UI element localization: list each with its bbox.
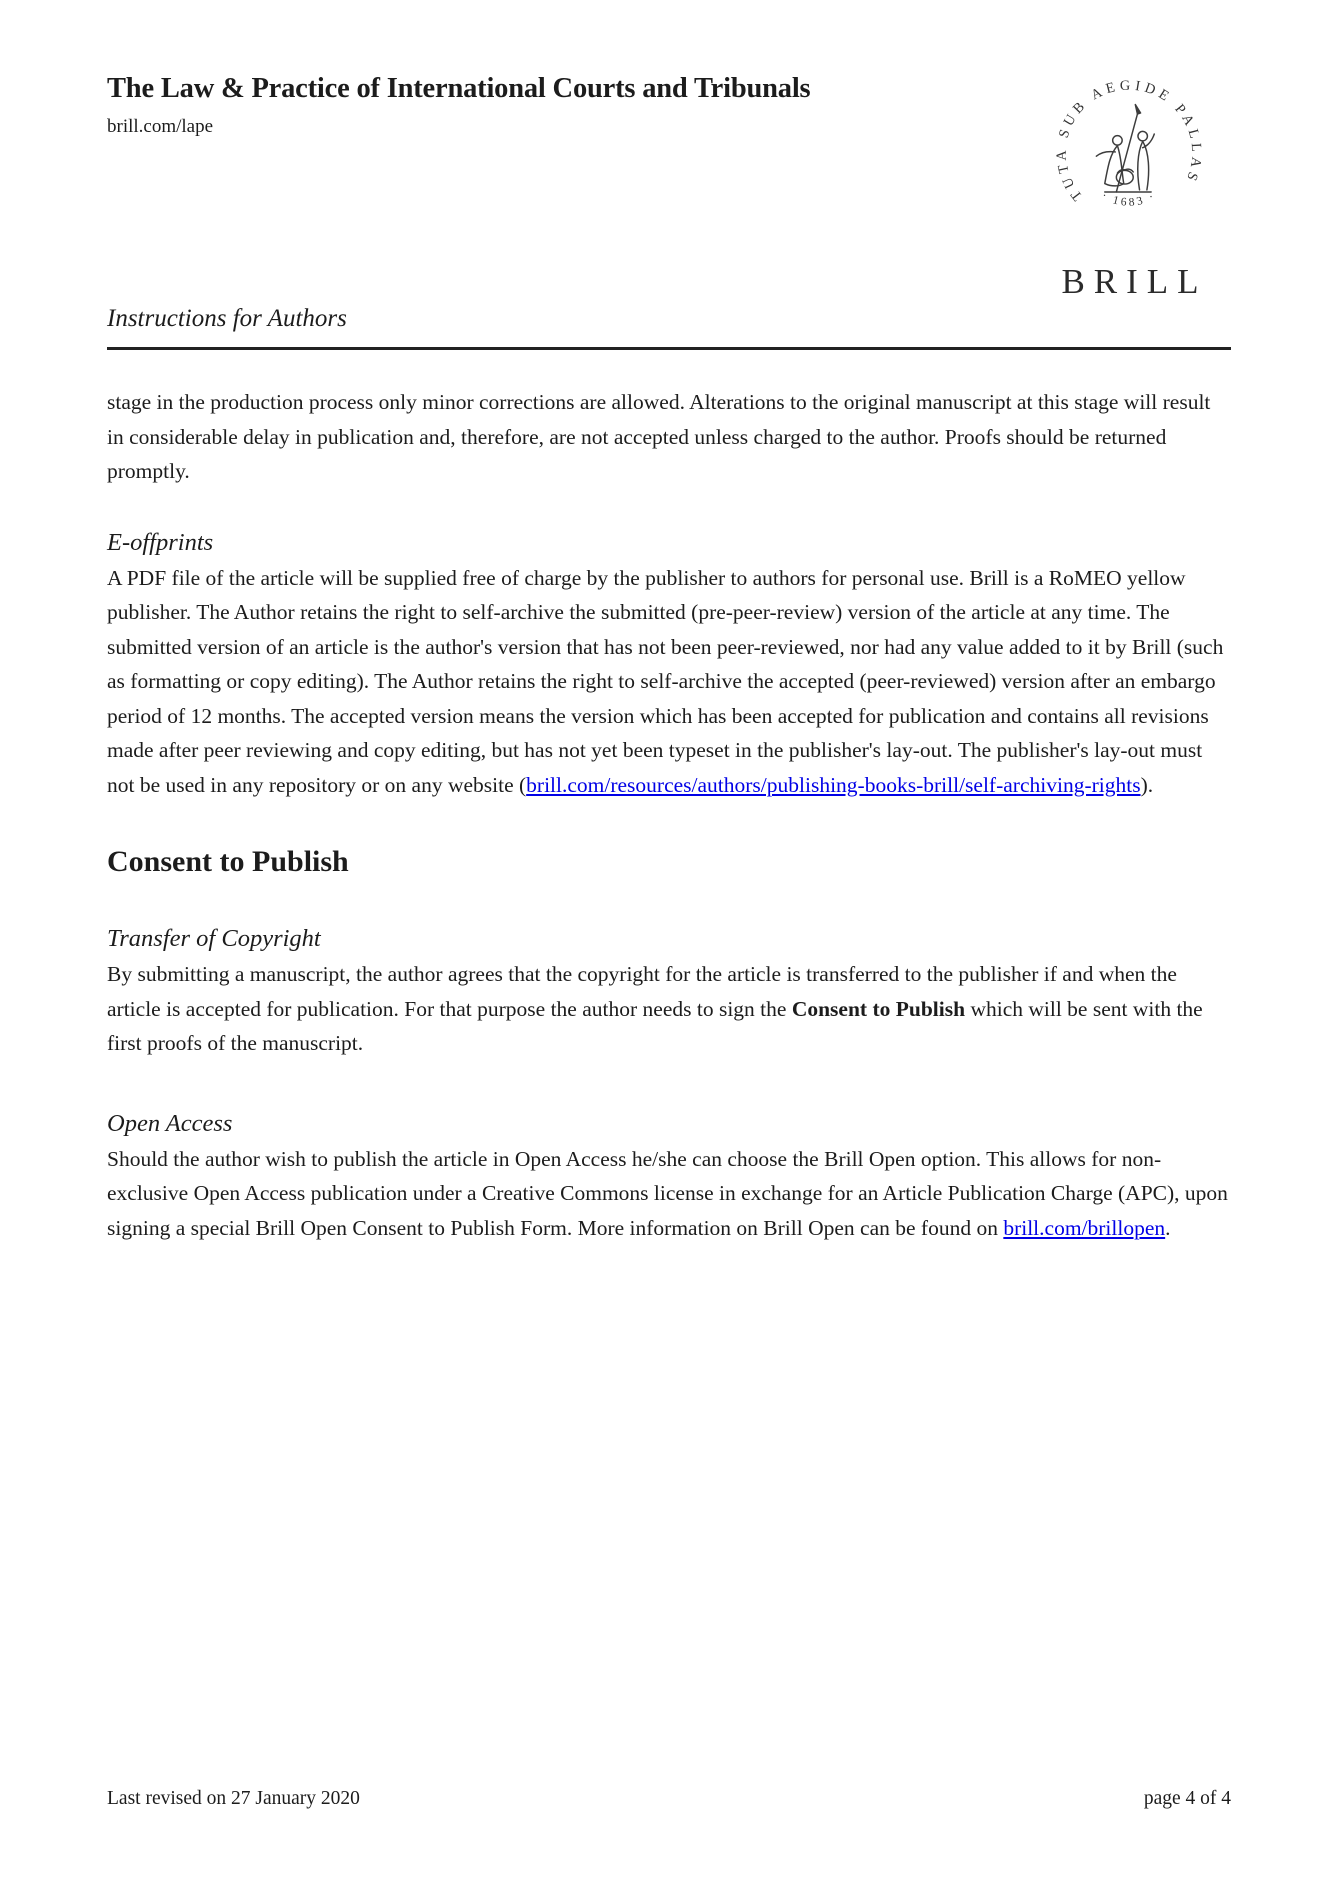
section-transfer-of-copyright	[107, 924, 1231, 1061]
e-offprints-text: A PDF file of the article will be supplied free of charge by the publisher to authors for personal use. Brill is a RoMEO yellow publisher. The Author retains the right to self-archive the submitted (pre-peer-review) version of the article at any time. The submitted version of an article is the author's version that has not been peer-reviewed, nor had any value added to it by Brill (such as formatting or copy editing). The Author retains the right to self-archive the accepted (peer-reviewed) version after an embargo period of 12 months. The accepted version means the version which has been accepted for publication and contains all revisions made after peer reviewing and copy editing, but has not yet been typeset in the publisher's lay-out. The publisher's lay-out must not be used in any repository or on any website (	[107, 565, 1224, 797]
page-section-label: Instructions for Authors	[107, 305, 347, 332]
footer-page-number: page 4 of 4	[1143, 1788, 1231, 1809]
footer-last-revised: Last revised on 27 January 2020	[107, 1788, 360, 1809]
consent-to-publish-emphasis: Consent to Publish	[791, 996, 966, 1021]
e-offprints-text-end: ).	[1140, 772, 1154, 797]
header-rule	[107, 347, 1231, 350]
heading-e-offprints: E-offprints	[107, 528, 214, 556]
brill-logo	[1050, 74, 1210, 302]
heading-open-access: Open Access	[107, 1109, 233, 1137]
paragraph-transfer-of-copyright	[107, 957, 1231, 1061]
section-open-access	[107, 1109, 1231, 1246]
logo-year: · 1683 ·	[1099, 188, 1159, 209]
transfer-text: By submitting a manuscript, the author agrees that the copyright for the article is transferred to the publisher if and when the article is accepted for publication. For that purpose the author needs to sign the	[107, 962, 1177, 1021]
section-e-offprints	[107, 528, 1231, 803]
open-access-text-end: .	[1165, 1215, 1171, 1240]
transfer-text-end: which will be sent with the first proofs of the manuscript.	[107, 996, 1203, 1055]
brill-open-link[interactable]: brill.com/brillopen	[1003, 1215, 1166, 1240]
journal-title: The Law & Practice of International Courts and Tribunals	[107, 73, 811, 104]
heading-transfer-of-copyright: Transfer of Copyright	[107, 925, 321, 952]
logo-motto: TUTA SUB AEGIDE PALLAS	[1053, 77, 1205, 204]
open-access-text: Should the author wish to publish the article in Open Access he/she can choose the Brill Open option. This allows for non-exclusive Open Access publication under a Creative Commons license in exchange for an Article Publication Charge (APC), upon signing a special Brill Open Consent to Publish Form. More information on Brill Open can be found on	[107, 1146, 1228, 1240]
pallas-athena-figures-icon	[1096, 105, 1154, 192]
journal-url: brill.com/lape	[107, 116, 214, 137]
document-footer	[107, 1787, 1231, 1811]
heading-consent-to-publish: Consent to Publish	[107, 845, 349, 878]
paragraph-open-access	[107, 1142, 1231, 1246]
paragraph-e-offprints	[107, 561, 1231, 803]
self-archiving-rights-link[interactable]: brill.com/resources/authors/publishing-books-brill/self-archiving-rights	[526, 772, 1141, 797]
brill-wordmark: BRILL	[1061, 262, 1208, 301]
brill-emblem-icon	[1050, 74, 1208, 232]
paragraph-proofs-continuation: stage in the production process only minor corrections are allowed. Alterations to the original manuscript at this stage will result in considerable delay in publication and, therefore, are not accepted unless charged to the author. Proofs should be returned promptly.	[107, 390, 1211, 483]
